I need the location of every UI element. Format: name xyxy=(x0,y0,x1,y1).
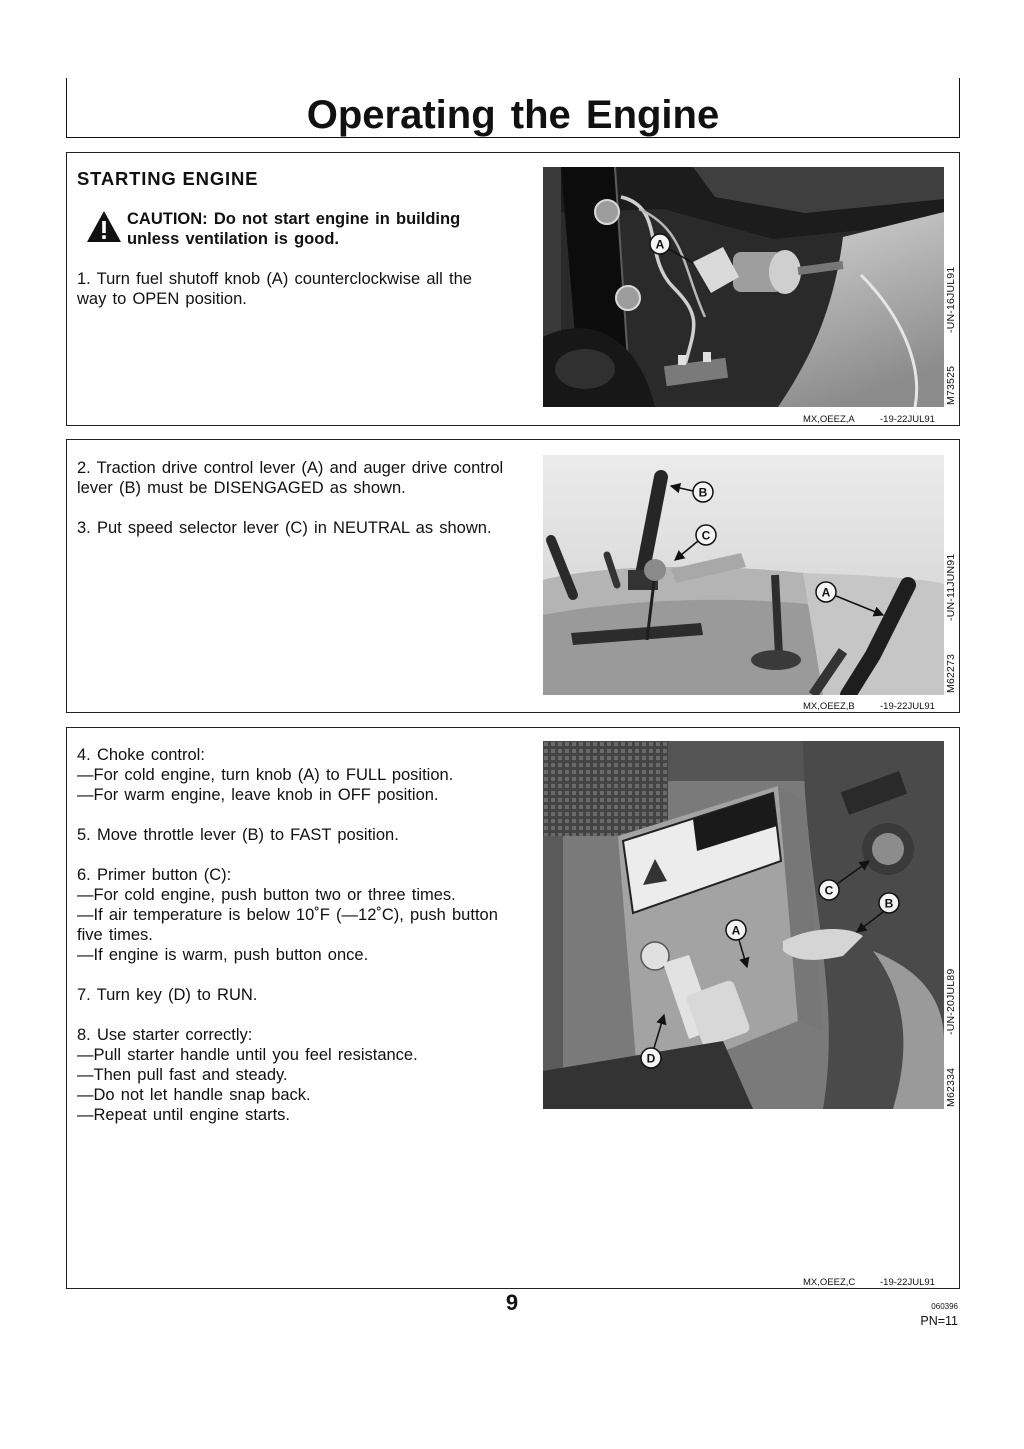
text-line: five times. xyxy=(77,926,153,944)
footer-code: MX,OEEZ,A xyxy=(803,414,855,425)
caution-note xyxy=(127,209,460,249)
primer-button xyxy=(872,833,904,865)
engine-shroud-vents xyxy=(543,741,668,836)
caution-line: CAUTION: Do not start engine in building xyxy=(127,210,461,228)
bolt xyxy=(595,200,619,224)
callout-a-label: A xyxy=(731,923,741,938)
text-line: —Then pull fast and steady. xyxy=(77,1066,288,1084)
text-line: —For cold engine, push button two or three times. xyxy=(77,886,456,904)
step-paragraph xyxy=(77,825,498,845)
callout-c-label: C xyxy=(701,528,711,543)
text-line: —Repeat until engine starts. xyxy=(77,1106,290,1124)
section-heading: STARTING ENGINE xyxy=(77,168,259,189)
figure-code: M62273 xyxy=(945,653,957,693)
callout-b-label: B xyxy=(698,485,708,500)
footer-date: -19-22JUL91 xyxy=(880,1277,935,1288)
left-frame xyxy=(543,836,563,1076)
engine-controls-photo xyxy=(543,741,944,1109)
figure-date: -UN-20JUL89 xyxy=(945,968,957,1035)
crank-base xyxy=(751,650,801,670)
callout-d-label: D xyxy=(646,1051,656,1066)
warning-triangle-icon xyxy=(86,210,122,243)
callout-a-label: A xyxy=(821,585,831,600)
figure-date: -UN-11JUN91 xyxy=(945,553,957,621)
page-number: 9 xyxy=(505,1290,519,1315)
instructions xyxy=(77,269,472,329)
exclamation-bar xyxy=(102,221,106,233)
text-line: 4. Choke control: xyxy=(77,746,205,764)
speed-selector-knob xyxy=(644,559,666,581)
step-paragraph xyxy=(77,518,503,538)
step-paragraph xyxy=(77,865,498,965)
callout-a-label: A xyxy=(655,237,665,252)
figure-id xyxy=(945,267,957,405)
section-starting-engine xyxy=(66,152,960,426)
step-paragraph xyxy=(77,745,498,805)
page-header xyxy=(66,78,960,138)
footer-code: MX,OEEZ,B xyxy=(803,701,855,712)
footer-date: -19-22JUL91 xyxy=(880,414,935,425)
terminal xyxy=(678,355,686,365)
bolt xyxy=(616,286,640,310)
text-line: way to OPEN position. xyxy=(77,290,247,308)
chute-crank xyxy=(775,575,779,655)
step-paragraph xyxy=(77,458,503,498)
text-line: 2. Traction drive control lever (A) and auger drive control xyxy=(77,459,504,477)
figure-date: -UN-16JUL91 xyxy=(945,266,957,333)
exclamation-dot xyxy=(102,235,106,239)
text-line: —If air temperature is below 10˚F (—12˚C), push button xyxy=(77,906,498,924)
instructions xyxy=(77,745,498,1145)
fuel-shutoff-photo xyxy=(543,167,944,407)
text-line: 3. Put speed selector lever (C) in NEUTRAL as shown. xyxy=(77,519,492,537)
text-line: 5. Move throttle lever (B) to FAST position. xyxy=(77,826,399,844)
page-index: PN=11 xyxy=(920,1314,958,1328)
text-line: —If engine is warm, push button once. xyxy=(77,946,369,964)
footer-code: MX,OEEZ,C xyxy=(803,1277,856,1288)
terminal xyxy=(703,352,711,362)
footer-date: -19-22JUL91 xyxy=(880,701,935,712)
figure-id xyxy=(945,554,957,693)
step-paragraph xyxy=(77,1025,498,1125)
fuel-valve-cap xyxy=(769,250,801,294)
figure-code: M62334 xyxy=(945,1067,957,1107)
text-line: 8. Use starter correctly: xyxy=(77,1026,253,1044)
text-line: 1. Turn fuel shutoff knob (A) counterclockwise all the xyxy=(77,270,472,288)
page-title: Operating the Engine xyxy=(306,93,720,137)
figure-id xyxy=(945,969,957,1107)
levers-photo xyxy=(543,455,944,695)
section-levers xyxy=(66,439,960,713)
text-line: 7. Turn key (D) to RUN. xyxy=(77,986,258,1004)
document-code: 060396 xyxy=(931,1302,958,1311)
text-line: —Do not let handle snap back. xyxy=(77,1086,311,1104)
step-paragraph xyxy=(77,985,498,1005)
text-line: —For cold engine, turn knob (A) to FULL position. xyxy=(77,766,454,784)
callout-b-label: B xyxy=(884,896,894,911)
figure-code: M73525 xyxy=(945,365,957,405)
engine-part xyxy=(555,349,615,389)
caution-line: unless ventilation is good. xyxy=(127,230,339,248)
section-controls xyxy=(66,727,960,1289)
text-line: 6. Primer button (C): xyxy=(77,866,232,884)
callout-c-label: C xyxy=(824,883,834,898)
step-paragraph xyxy=(77,269,472,309)
text-line: —Pull starter handle until you feel resistance. xyxy=(77,1046,418,1064)
instructions xyxy=(77,458,503,558)
text-line: —For warm engine, leave knob in OFF position. xyxy=(77,786,439,804)
text-line: lever (B) must be DISENGAGED as shown. xyxy=(77,479,406,497)
